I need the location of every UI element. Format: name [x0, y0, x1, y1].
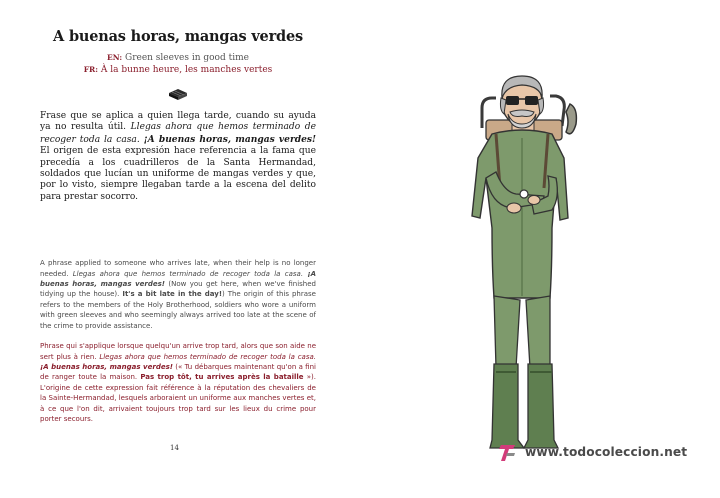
en-text-1: A phrase applied to someone who arrives late, when their help is no longer needed.: [40, 259, 316, 278]
page-number: 14: [170, 444, 179, 452]
en-text-3: ) The origin of this phrase refers to the members of the Holy Brotherhood, soldiers who wore a uniform with green sleeves and who seemingly always arrived too late at the scene of the crime to provide assistance.: [40, 290, 316, 330]
english-paragraph: [40, 258, 316, 331]
en-text-2: (Now you get here, when we've finished tidying up the house).: [40, 280, 316, 299]
fr-text-3: »). L'origine de cette expression fait référence à la réputation des chevaliers de la Sainte-Hermandad, lesquels arboraient un uniforme aux manches vertes et, à ce que l'on dit, arrivaient toujours trop tard sur les lieux du crime pour porter secours.: [40, 373, 316, 423]
page-title: A buenas horas, mangas verdes: [53, 28, 303, 45]
es-example: Llegas ahora que hemos terminado de recoger toda la casa.: [40, 122, 316, 145]
left-page: [40, 28, 316, 431]
fr-example: Llegas ahora que hemos terminado de recoger toda la casa.: [99, 352, 316, 361]
en-example: Llegas ahora que hemos terminado de recoger toda la casa.: [72, 269, 308, 278]
es-expression: ¡A buenas horas, mangas verdes!: [143, 133, 316, 145]
fr-expression: ¡A buenas horas, mangas verdes!: [40, 362, 173, 371]
english-translation: [40, 52, 316, 64]
en-expression: ¡A buenas horas, mangas verdes!: [40, 269, 316, 289]
fr-text-1: Phrase qui s'applique lorsque quelqu'un arrive trop tard, alors que son aide ne sert plus à rien.: [40, 342, 316, 361]
todocoleccion-logo: [497, 441, 519, 463]
translations: [40, 52, 316, 76]
en-code: EN:: [107, 53, 123, 62]
watermark-text: www.todocoleccion.net: [525, 445, 688, 459]
watermark: [497, 440, 687, 464]
es-text-2: El origen de esta expresión hace referencia a la fama que precedía a los cuadrilleros de la Santa Hermandad, soldados que lucían un uniforme de mangas verdes y que, por lo visto, siempre llegaban tarde a la escena del delito para prestar socorro.: [40, 146, 316, 202]
book-icon: [167, 88, 189, 101]
fr-text: À la bunne heure, les manches vertes: [100, 65, 273, 75]
spanish-paragraph: [40, 111, 316, 203]
es-text-1: Frase que se aplica a quien llega tarde, cuando su ayuda ya no resulta útil.: [40, 111, 316, 133]
illustration-man-checking-watch: [452, 68, 592, 456]
book-icon-wrap: [40, 86, 316, 100]
en-bold-phrase: It's a bit late in the day!: [122, 290, 223, 299]
fr-text-2: (« Tu débarques maintenant qu'on a fini de ranger toute la maison.: [40, 362, 316, 382]
french-paragraph: [40, 341, 316, 424]
french-translation: [40, 64, 316, 76]
fr-code: FR:: [83, 65, 99, 74]
fr-bold-phrase: Pas trop tôt, tu arrives après la bataille: [140, 373, 304, 382]
en-text: Green sleeves in good time: [125, 53, 249, 63]
